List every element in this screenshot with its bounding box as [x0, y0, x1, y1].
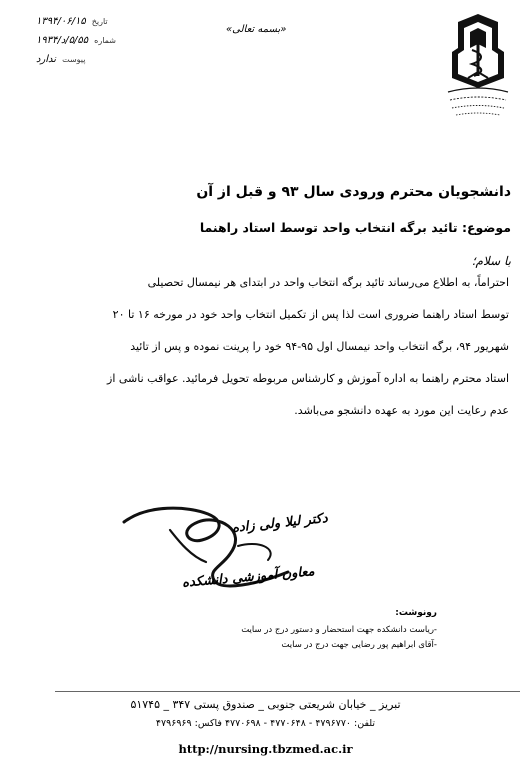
- cc-label: رونوشت:: [395, 608, 437, 618]
- letter-greeting: با سلام؛: [471, 254, 511, 268]
- letter-recipients: دانشجویان محترم ورودی سال ۹۳ و قبل از آن: [196, 184, 511, 200]
- footer-address: تبریز _ خیابان شریعتی جنوبی _ صندوق پستی ۳۴۷ _ ۵۱۷۴۵: [130, 698, 401, 711]
- signatory-name: دکتر لیلا ولی زاده: [231, 511, 329, 536]
- bismillah: «بسمه تعالی»: [226, 24, 287, 35]
- number-label: شماره: [94, 36, 116, 45]
- letter-meta: [36, 12, 216, 69]
- footer-phones: تلفن: ۴۷۹۶۷۷۰ - ۴۷۷۰۶۴۸ - ۴۷۷۰۶۹۸ فاکس: ۴۷۹۶۹۶۹: [155, 718, 376, 729]
- date-row: [36, 12, 216, 31]
- signatory-title: معاون آموزشی دانشکده: [181, 564, 316, 591]
- university-logo: [438, 8, 518, 120]
- university-logo-icon: [438, 8, 518, 120]
- date-value: ۱۳۹۴/۰۶/۱۵: [36, 16, 86, 27]
- footer-divider: [55, 691, 520, 692]
- footer-url[interactable]: http://nursing.tbzmed.ac.ir: [178, 742, 353, 756]
- body-line: احتراماً، به اطلاع می‌رساند تائید برگه انتخاب واحد در ابتدای هر نیمسال تحصیلی: [147, 276, 509, 289]
- cc-item: -آقای ابراهیم پور رضایی جهت درج در سایت: [281, 640, 437, 650]
- letter-body: [21, 267, 509, 427]
- attachment-row: [36, 50, 216, 69]
- attachment-value: ندارد: [36, 54, 57, 65]
- attachment-label: پیوست: [62, 55, 86, 64]
- cc-item: -ریاست دانشکده جهت استحضار و دستور درج در سایت: [241, 625, 437, 635]
- body-line: توسط استاد راهنما ضروری است لذا پس از تکمیل انتخاب واحد خود در مورخه ۱۶ تا ۲۰: [112, 308, 509, 321]
- number-value: ۵/۵۵/د/۱۹۳۴: [36, 35, 89, 46]
- cc-block: [197, 606, 437, 653]
- date-label: تاریخ: [91, 17, 108, 26]
- number-row: [36, 31, 216, 50]
- body-line: استاد محترم راهنما به اداره آموزش و کارشناس مربوطه تحویل فرمائید. عواقب ناشی از: [107, 372, 509, 385]
- letter-subject: موضوع: تائید برگه انتخاب واحد توسط استاد راهنما: [199, 220, 511, 235]
- body-line: شهریور ۹۴، برگه انتخاب واحد نیمسال اول ۹۵-۹۴ خود را پرینت نموده و پس از تائید: [130, 340, 509, 353]
- body-line: عدم رعایت این مورد به عهده دانشجو می‌باشد.: [294, 404, 509, 417]
